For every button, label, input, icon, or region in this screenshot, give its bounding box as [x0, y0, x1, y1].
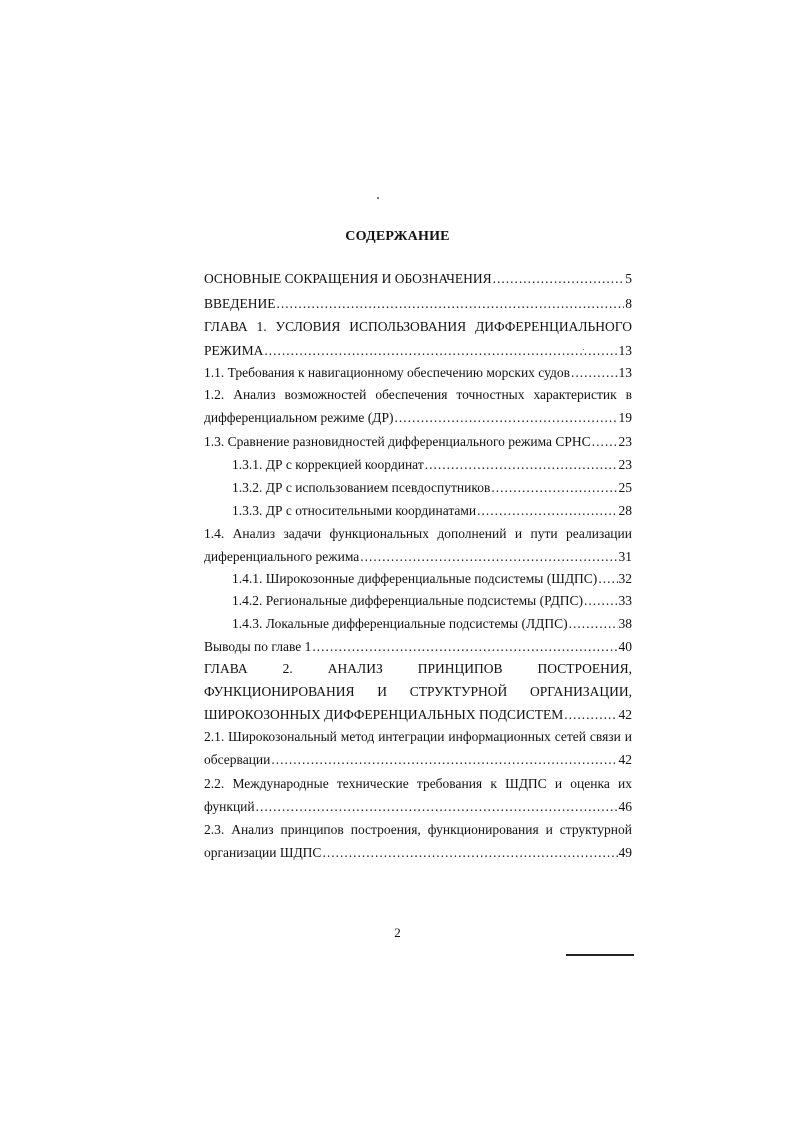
- scan-artifact-speck: [583, 349, 584, 350]
- toc-page-number: 42: [618, 707, 632, 722]
- toc-page-number: 8: [625, 296, 632, 311]
- toc-page-number: 5: [625, 271, 632, 286]
- toc-entry-title-line: 1.2. Анализ возможностей обеспечения точностных характеристик в: [204, 387, 632, 402]
- toc-page-number: 38: [618, 616, 632, 631]
- toc-entry-title-line: ШИРОКОЗОННЫХ ДИФФЕРЕНЦИАЛЬНЫХ ПОДСИСТЕМ: [204, 707, 564, 722]
- toc-entry-title-line: обсервации: [204, 752, 271, 767]
- toc-entry-title: ВВЕДЕНИЕ: [204, 296, 276, 311]
- toc-entry-title-line: 2.2. Международные технические требования к ШДПС и оценка их: [204, 776, 632, 791]
- toc-entry-1-3-2: [232, 477, 632, 499]
- dot-leader: [360, 546, 617, 568]
- page-number: 2: [394, 925, 401, 940]
- toc-entry-introduction: [204, 293, 632, 315]
- scan-artifact-line: [566, 954, 634, 956]
- toc-entry-title-line: диференциального режима: [204, 549, 360, 564]
- dot-leader: [322, 842, 617, 864]
- toc-page-number: 13: [618, 343, 632, 358]
- toc-entry-title: Выводы по главе 1: [204, 639, 312, 654]
- toc-entry-title-line: дифференциальном режиме (ДР): [204, 410, 394, 425]
- toc-entry-title: 1.4.1. Широкозонные дифференциальные подсистемы (ШДПС): [232, 571, 598, 586]
- toc-entry-chapter-2: [204, 658, 632, 726]
- dot-leader: [264, 340, 617, 362]
- dot-leader: [425, 454, 618, 476]
- toc-entry-title-line: функций: [204, 799, 255, 814]
- toc-page-number: 40: [618, 639, 632, 654]
- toc-entry-title-line: ФУНКЦИОНИРОВАНИЯ И СТРУКТУРНОЙ ОРГАНИЗАЦИИ,: [204, 684, 632, 699]
- toc-entry-title: 1.1. Требования к навигационному обеспечению морских судов: [204, 365, 571, 380]
- dot-leader: [584, 590, 617, 612]
- toc-entry-title-line: 1.4. Анализ задачи функциональных дополнений и пути реализации: [204, 526, 632, 541]
- dot-leader: [394, 407, 617, 429]
- toc-entry-title: ОСНОВНЫЕ СОКРАЩЕНИЯ И ОБОЗНАЧЕНИЯ: [204, 271, 492, 286]
- dot-leader: [477, 500, 617, 522]
- toc-entry-1-4-2: [232, 590, 632, 612]
- toc-page-number: 42: [618, 752, 632, 767]
- toc-entry-title: 1.3.3. ДР с относительными координатами: [232, 503, 477, 518]
- dot-leader: [271, 749, 617, 771]
- toc-entry-1-3-3: [232, 500, 632, 522]
- toc-entry-title-line: ГЛАВА 2. АНАЛИЗ ПРИНЦИПОВ ПОСТРОЕНИЯ,: [204, 661, 632, 676]
- toc-page-number: 23: [618, 434, 632, 449]
- dot-leader: [491, 477, 617, 499]
- toc-entry-title-line: РЕЖИМА: [204, 343, 264, 358]
- toc-entry-title: 1.3.2. ДР с использованием псевдоспутников: [232, 480, 491, 495]
- toc-page-number: 19: [618, 410, 632, 425]
- toc-entry-1-4-1: [232, 568, 632, 590]
- toc-entry-title-line: организации ШДПС: [204, 845, 322, 860]
- toc-entry-title-line: ГЛАВА 1. УСЛОВИЯ ИСПОЛЬЗОВАНИЯ ДИФФЕРЕНЦИАЛЬНОГО: [204, 319, 632, 334]
- toc-entry-title-line: 2.1. Широкозональный метод интеграции информационных сетей связи и: [204, 729, 632, 744]
- toc-entry-abbreviations: [204, 268, 632, 290]
- toc-entry-title: 1.4.3. Локальные дифференциальные подсистемы (ЛДПС): [232, 616, 568, 631]
- toc-page-number: 13: [618, 365, 632, 380]
- toc-page-number: 32: [618, 571, 632, 586]
- dot-leader: [493, 268, 625, 290]
- toc-entry-1-4: [204, 523, 632, 568]
- dot-leader: [598, 568, 617, 590]
- toc-page-number: 23: [618, 457, 632, 472]
- toc-page-number: 33: [618, 593, 632, 608]
- toc-entry-chapter-1: [204, 316, 632, 362]
- dot-leader: [564, 704, 617, 726]
- toc-page-number: 46: [618, 799, 632, 814]
- dot-leader: [569, 613, 618, 635]
- toc-entry-1-3-1: [232, 454, 632, 476]
- dot-leader: [571, 362, 617, 384]
- toc-entry-2-3: [204, 819, 632, 864]
- toc-page-number: 28: [618, 503, 632, 518]
- toc-entry-1-2: [204, 384, 632, 429]
- dot-leader: [276, 293, 624, 315]
- dot-leader: [592, 431, 618, 453]
- dot-leader: [256, 796, 618, 818]
- toc-entry-title-line: 2.3. Анализ принципов построения, функционирования и структурной: [204, 822, 632, 837]
- toc-entry-1-3: [204, 431, 632, 453]
- toc-entry-title: 1.4.2. Региональные дифференциальные подсистемы (РДПС): [232, 593, 584, 608]
- toc-page-number: 31: [618, 549, 632, 564]
- toc-entry-conclusions-1: [204, 636, 632, 658]
- toc-entry-1-1: [204, 362, 632, 384]
- toc-entry-2-1: [204, 726, 632, 771]
- toc-entry-2-2: [204, 773, 632, 818]
- toc-entry-title: 1.3. Сравнение разновидностей дифференциального режима СРНС: [204, 434, 591, 449]
- toc-entry-title: 1.3.1. ДР с коррекцией координат: [232, 457, 424, 472]
- toc-page-number: 25: [618, 480, 632, 495]
- page-title: СОДЕРЖАНИЕ: [345, 229, 450, 244]
- toc-entry-1-4-3: [232, 613, 632, 635]
- dot-leader: [312, 636, 617, 658]
- toc-page-number: 49: [618, 845, 632, 860]
- scan-artifact-speck: [377, 197, 379, 199]
